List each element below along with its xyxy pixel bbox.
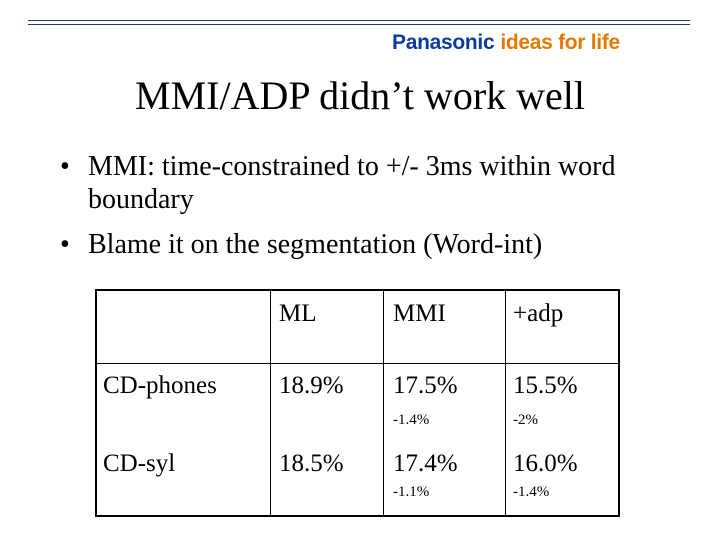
column-header-ml: ML [279,300,317,327]
panasonic-logo [392,30,620,56]
row-label-cd-syl: CD-syl [103,450,176,477]
cell-cd-phones-mmi: 17.5% [393,372,458,399]
bullet-marker: • [60,151,70,182]
logo-brand: Panasonic [392,31,495,54]
cell-cd-phones-ml: 18.9% [279,372,344,399]
bullet-item [60,150,680,216]
cell-cd-syl-adp: 16.0% [513,450,578,477]
cell-cd-phones-adp: 15.5% [513,372,578,399]
delta-cd-phones-mmi: -1.4% [393,412,430,428]
bullet-text: Blame it on the segmentation (Word-int) [88,229,543,260]
row-divider [97,363,618,364]
header-rule-top [28,20,690,21]
delta-cd-syl-adp: -1.4% [513,484,550,500]
bullet-list [60,150,680,273]
column-header-mmi: MMI [393,300,446,327]
slide-title: MMI/ADP didn’t work well [135,73,585,118]
results-table [95,289,620,517]
column-divider [270,291,271,515]
bullet-marker: • [60,229,70,260]
header-rule-bottom [28,24,690,25]
row-label-cd-phones: CD-phones [103,372,217,399]
cell-cd-syl-mmi: 17.4% [393,450,458,477]
cell-cd-syl-ml: 18.5% [279,450,344,477]
column-divider [383,291,384,515]
delta-cd-phones-adp: -2% [513,412,538,428]
bullet-item [60,228,680,261]
column-divider [505,291,506,515]
column-header-adp: +adp [513,300,564,327]
bullet-text: MMI: time-constrained to +/- 3ms within word boundary [88,151,616,215]
logo-tagline: ideas for life [500,31,620,54]
delta-cd-syl-mmi: -1.1% [393,484,430,500]
